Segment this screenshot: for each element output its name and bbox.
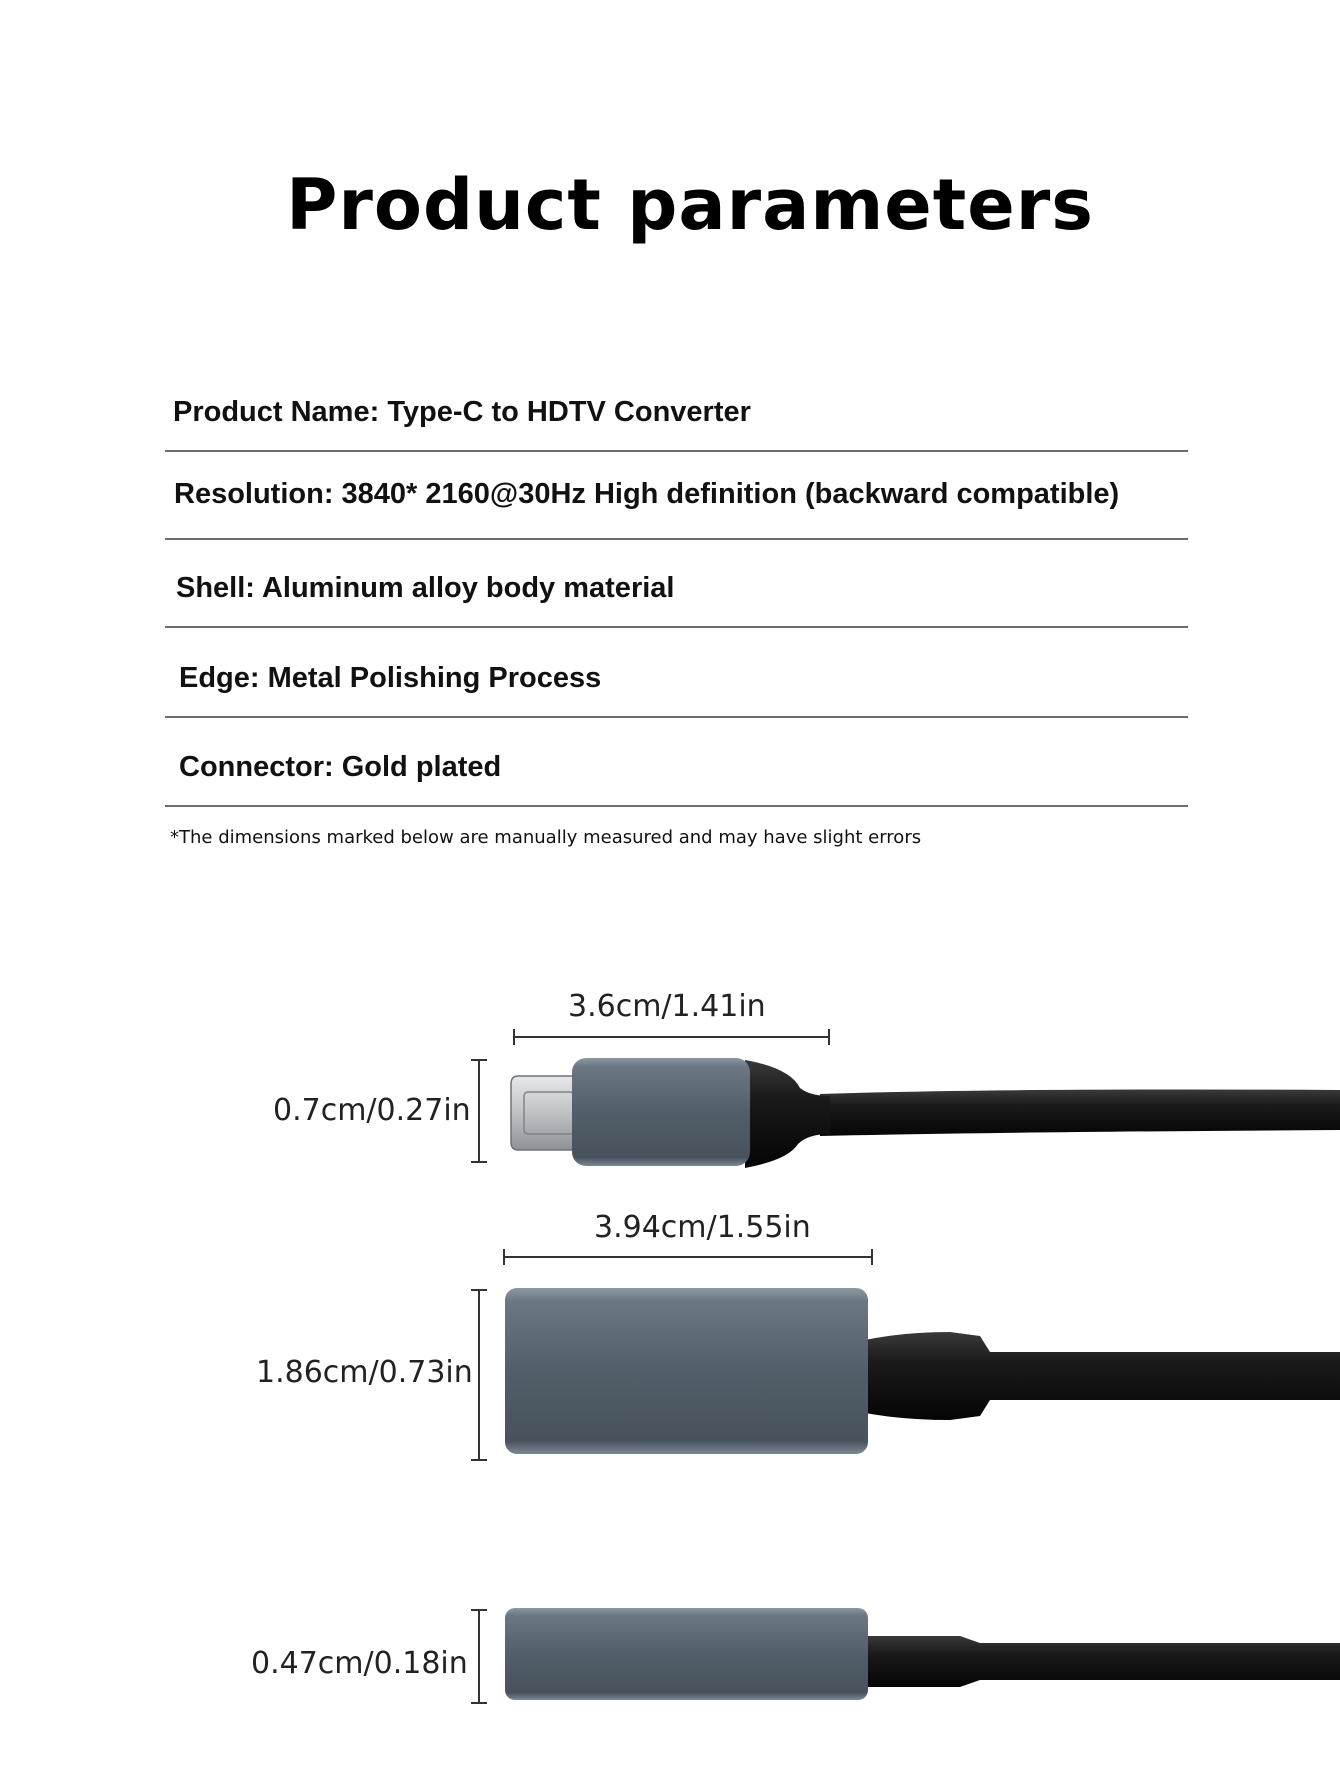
- parameter-text: Resolution: 3840* 2160@30Hz High definition (backward compatible): [174, 478, 1120, 510]
- typec-length-label: 3.6cm/1.41in: [568, 989, 766, 1024]
- parameter-text: Connector: Gold plated: [179, 751, 502, 783]
- typec-connector: [511, 1058, 1340, 1168]
- hdmi-side-cable: [862, 1636, 1340, 1687]
- hdmi-length-label: 3.94cm/1.55in: [594, 1210, 811, 1245]
- hdmi-front-cable: [860, 1332, 1340, 1420]
- typec-height-label: 0.7cm/0.27in: [273, 1093, 471, 1128]
- hdmi-connector-front: [505, 1288, 1340, 1454]
- typec-cable: [820, 1090, 1340, 1137]
- typec-strain-relief: [745, 1060, 830, 1168]
- page-title: Product parameters: [286, 164, 1094, 246]
- hdmi-connector-side: [505, 1608, 1340, 1700]
- measurement-note: *The dimensions marked below are manually measured and may have slight errors: [170, 827, 922, 848]
- hdmi-side-shell: [505, 1608, 868, 1700]
- hdmi-thickness-label: 0.47cm/0.18in: [251, 1646, 468, 1681]
- typec-plug-tip: [511, 1076, 580, 1150]
- parameter-text: Edge: Metal Polishing Process: [179, 662, 602, 694]
- hdmi-width-label: 1.86cm/0.73in: [256, 1355, 473, 1390]
- hdmi-front-shell: [505, 1288, 868, 1454]
- typec-shell: [572, 1058, 750, 1166]
- parameter-text: Product Name: Type-C to HDTV Converter: [173, 396, 751, 428]
- parameter-text: Shell: Aluminum alloy body material: [176, 572, 675, 604]
